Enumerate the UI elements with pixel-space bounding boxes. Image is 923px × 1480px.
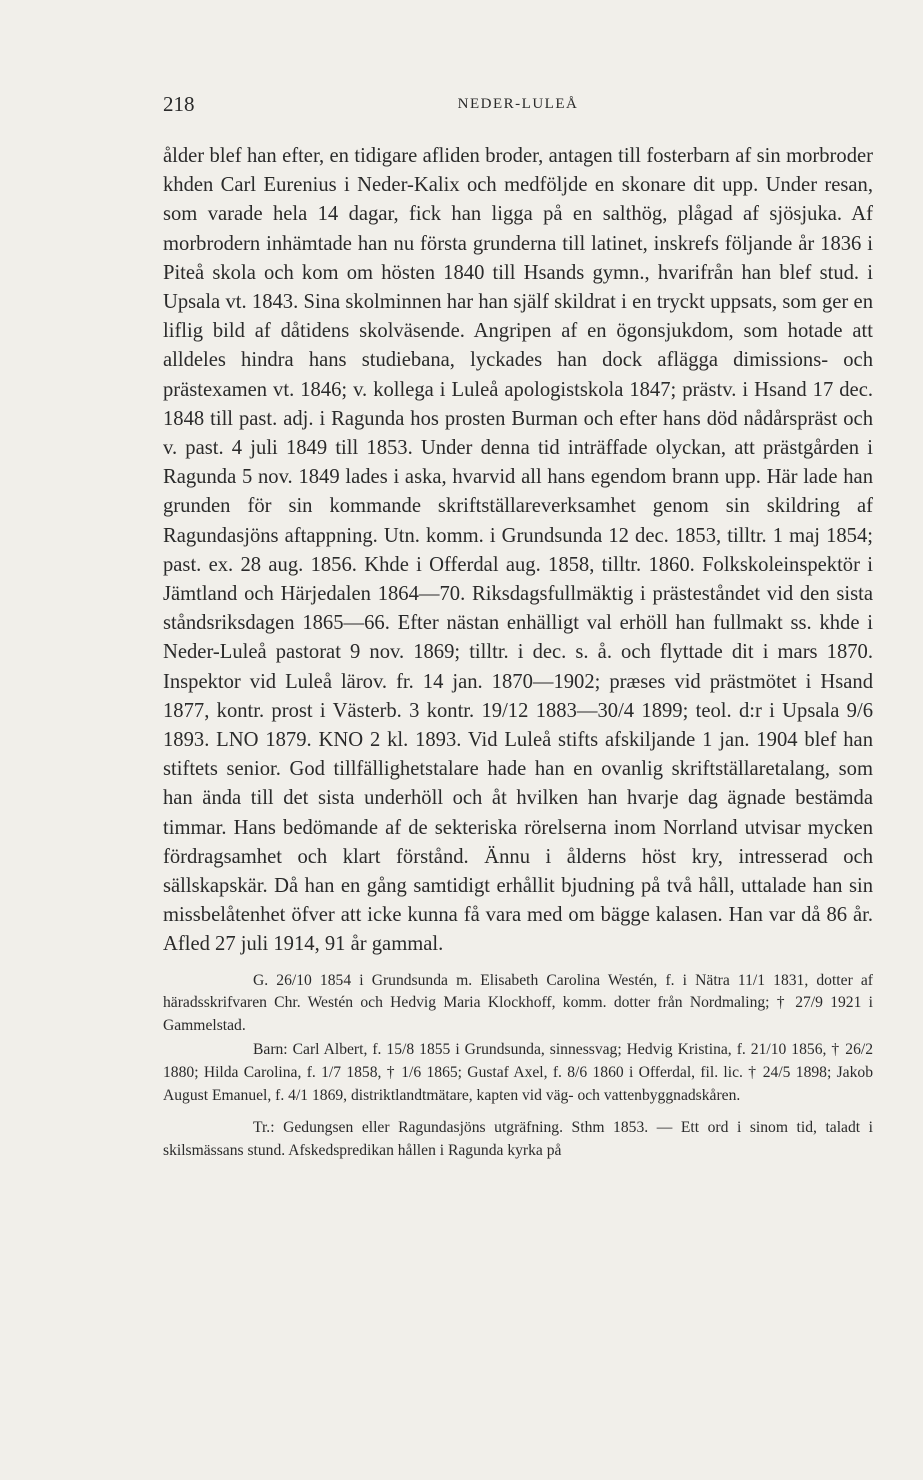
children-note: Barn: Carl Albert, f. 15/8 1855 i Grundsunda, sinnessvag; Hedvig Kristina, f. 21/10 1856, † 26/2 1880; Hilda Carolina, f. 1/7 1858, † 1/6 1865; Gustaf Axel, f. 8/6 1860 i Offerdal, fil. lic. † 24/5 1898; Jakob August Emanuel, f. 4/1 1869, distriktlandtmätare, kapten vid väg- och vattenbyggnadskåren. — [163, 1041, 873, 1104]
marriage-note: G. 26/10 1854 i Grundsunda m. Elisabeth Carolina Westén, f. i Nätra 11/1 1831, dotter af häradsskrifvaren Chr. Westén och Hedvig Maria Klockhoff, komm. dotter från Nordmaling; † 27/9 1921 i Gammelstad. — [163, 971, 873, 1034]
page-number: 218 — [163, 92, 195, 116]
footnotes — [163, 970, 873, 1163]
biography-paragraph: ålder blef han efter, en tidigare afliden broder, antagen till fosterbarn af sin morbroder khden Carl Eurenius i Neder-Kalix och medföljde en skonare dit upp. Under resan, som varade hela 14 dagar, fick han ligga på en salthög, plågad af sjösjuka. Af morbrodern inhämtade han nu första grunderna till latinet, inskrefs följande år 1836 i Piteå skola och kom om hösten 1840 till Hsands gymn., hvarifrån han blef stud. i Upsala vt. 1843. Sina skolminnen har han själf skildrat i en tryckt uppsats, som ger en liflig bild af dåtidens skolväsende. Angripen af en ögonsjukdom, som hotade att alldeles hindra hans studiebana, lyckades han dock aflägga dimissions- och prästexamen vt. 1846; v. kollega i Luleå apologistskola 1847; prästv. i Hsand 17 dec. 1848 till past. adj. i Ragunda hos prosten Burman och efter hans död nådårspräst och v. past. 4 juli 1849 till 1853. Under denna tid inträffade olyckan, att prästgården i Ragunda 5 nov. 1849 lades i aska, hvarvid all hans egendom brann upp. Här lade han grunden för sin kommande skriftställareverksamhet genom sin skildring af Ragundasjöns aftappning. Utn. komm. i Grundsunda 12 dec. 1853, tilltr. 1 maj 1854; past. ex. 28 aug. 1856. Khde i Offerdal aug. 1858, tilltr. 1860. Folkskoleinspektör i Jämtland och Härjedalen 1864—70. Riksdagsfullmäktig i prästeståndet vid den sista ståndsriksdagen 1865—66. Efter nästan enhälligt val erhöll han fullmakt ss. khde i Neder-Luleå pastorat 9 nov. 1869; tilltr. i dec. s. å. och flyttade dit i mars 1870. Inspektor vid Luleå lärov. fr. 14 jan. 1870—1902; præses vid prästmötet i Hsand 1877, kontr. prost i Västerb. 3 kontr. 19/12 1883—30/4 1899; teol. d:r i Upsala 9/6 1893. LNO 1879. KNO 2 kl. 1893. Vid Luleå stifts afskiljande 1 jan. 1904 blef han stiftets senior. God tillfällighetstalare hade han en ovanlig skriftställaretalang, som han ända till det sista underhöll och åt hvilken han hvarje dag ägnade bestämda timmar. Hans bedömande af de sekteriska rörelserna inom Norrland utvisar mycken fördragsamhet och klart förstånd. Ännu i ålderns höst kry, intresserad och sällskapskär. Då han en gång samtidigt erhållit bjudning på två håll, uttalade han sin missbelåtenhet öfver att icke kunna få vara med om bägge kalasen. Han var då 86 år. Afled 27 juli 1914, 91 år gammal. — [163, 145, 873, 956]
biography-text — [163, 142, 873, 960]
page-header — [163, 92, 873, 122]
running-head: NEDER-LULEÅ — [457, 96, 579, 112]
works-note: Tr.: Gedungsen eller Ragundasjöns utgräfning. Sthm 1853. — Ett ord i sinom tid, taladt i skilsmässans stund. Afskedspredikan hållen i Ragunda kyrka på — [163, 1119, 873, 1159]
document-page — [163, 92, 873, 1162]
